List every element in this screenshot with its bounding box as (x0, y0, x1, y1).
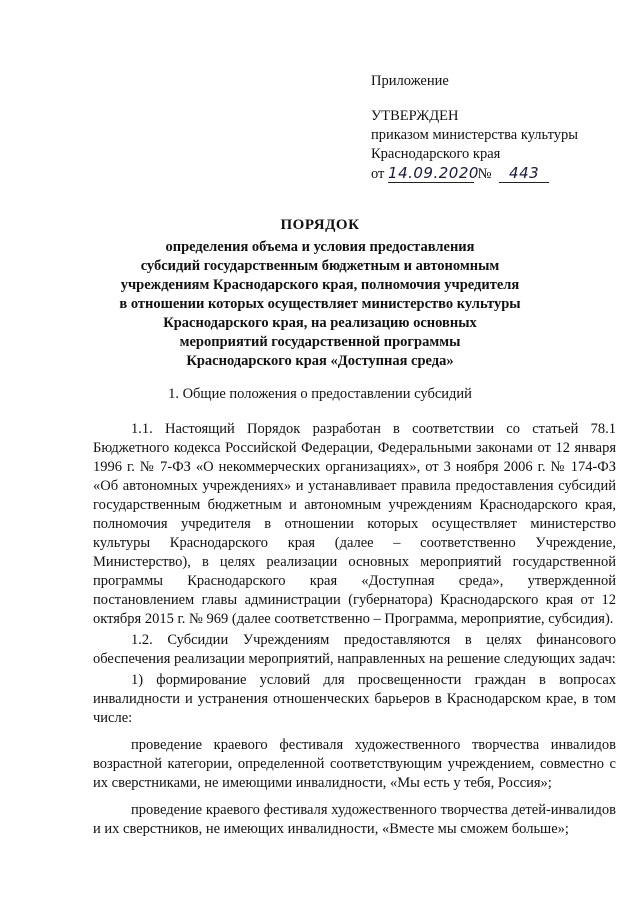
paragraph: проведение краевого фестиваля художественного творчества инвалидов возрастной категории, определенной соответствующим учреждением, совместно с их сверстниками, не имеющими инвалидности, «Мы есть у тебя, Россия»; (93, 737, 616, 791)
document-title (100, 216, 540, 371)
title-line: определения объема и условия предоставления (165, 239, 475, 255)
title-main: ПОРЯДОК (280, 217, 360, 233)
title-line: субсидий государственным бюджетным и автономным (140, 258, 500, 274)
title-line: учреждениям Краснодарского края, полномочия учредителя (120, 277, 520, 293)
section-heading: 1. Общие положения о предоставлении субсидий (168, 386, 472, 402)
date-prefix: от (371, 166, 385, 182)
title-line: мероприятий государственной программы (179, 334, 461, 350)
appendix-label: Приложение (371, 73, 449, 89)
paragraph: 1.2. Субсидии Учреждениям предоставляются в целях финансового обеспечения реализации мероприятий, направленных на решение следующих задач: (93, 632, 616, 667)
approval-stamp (371, 72, 621, 184)
title-line: в отношении которых осуществляет министерство культуры (119, 296, 521, 312)
paragraph: 1.1. Настоящий Порядок разработан в соответствии со статьей 78.1 Бюджетного кодекса Российской Федерации, Федеральными законами от 12 января 1996 г. № 7-ФЗ «О некоммерческих организациях», от 3 ноября 2006 г. № 174-ФЗ «Об автономных учреждениях» и устанавливает правила предоставления субсидий государственным бюджетным и автономным учреждениям Краснодарского края, полномочия учредителя в отношении которых осуществляет министерство культуры Краснодарского края (далее – соответственно Учреждение, Министерство), в целях реализации основных мероприятий государственной программы Краснодарского края «Доступная среда», утвержденной постановлением главы администрации (губернатора) Краснодарского края от 12 октября 2015 г. № 969 (далее соответственно – Программа, мероприятие, субсидия). (93, 421, 616, 627)
approved-label: УТВЕРЖДЕН (371, 108, 459, 124)
title-line: Краснодарского края «Доступная среда» (186, 353, 454, 369)
paragraph: 1) формирование условий для просвещенности граждан в вопросах инвалидности и устранения отношенческих барьеров в Краснодарском крае, в том числе: (93, 672, 616, 726)
title-line: Краснодарского края, на реализацию основных (163, 315, 477, 331)
number-prefix: № (477, 166, 492, 182)
order-line-1: приказом министерства культуры (371, 127, 578, 143)
handwritten-date: 14.09.2020 (388, 164, 479, 182)
body-text (93, 420, 616, 841)
handwritten-number: 443 (499, 164, 549, 183)
paragraph: проведение краевого фестиваля художественного творчества детей-инвалидов и их сверстников, не имеющих инвалидности, «Вместе мы сможем больше»; (93, 802, 616, 837)
order-line-2: Краснодарского края (371, 146, 501, 162)
date-number-line (371, 164, 621, 184)
